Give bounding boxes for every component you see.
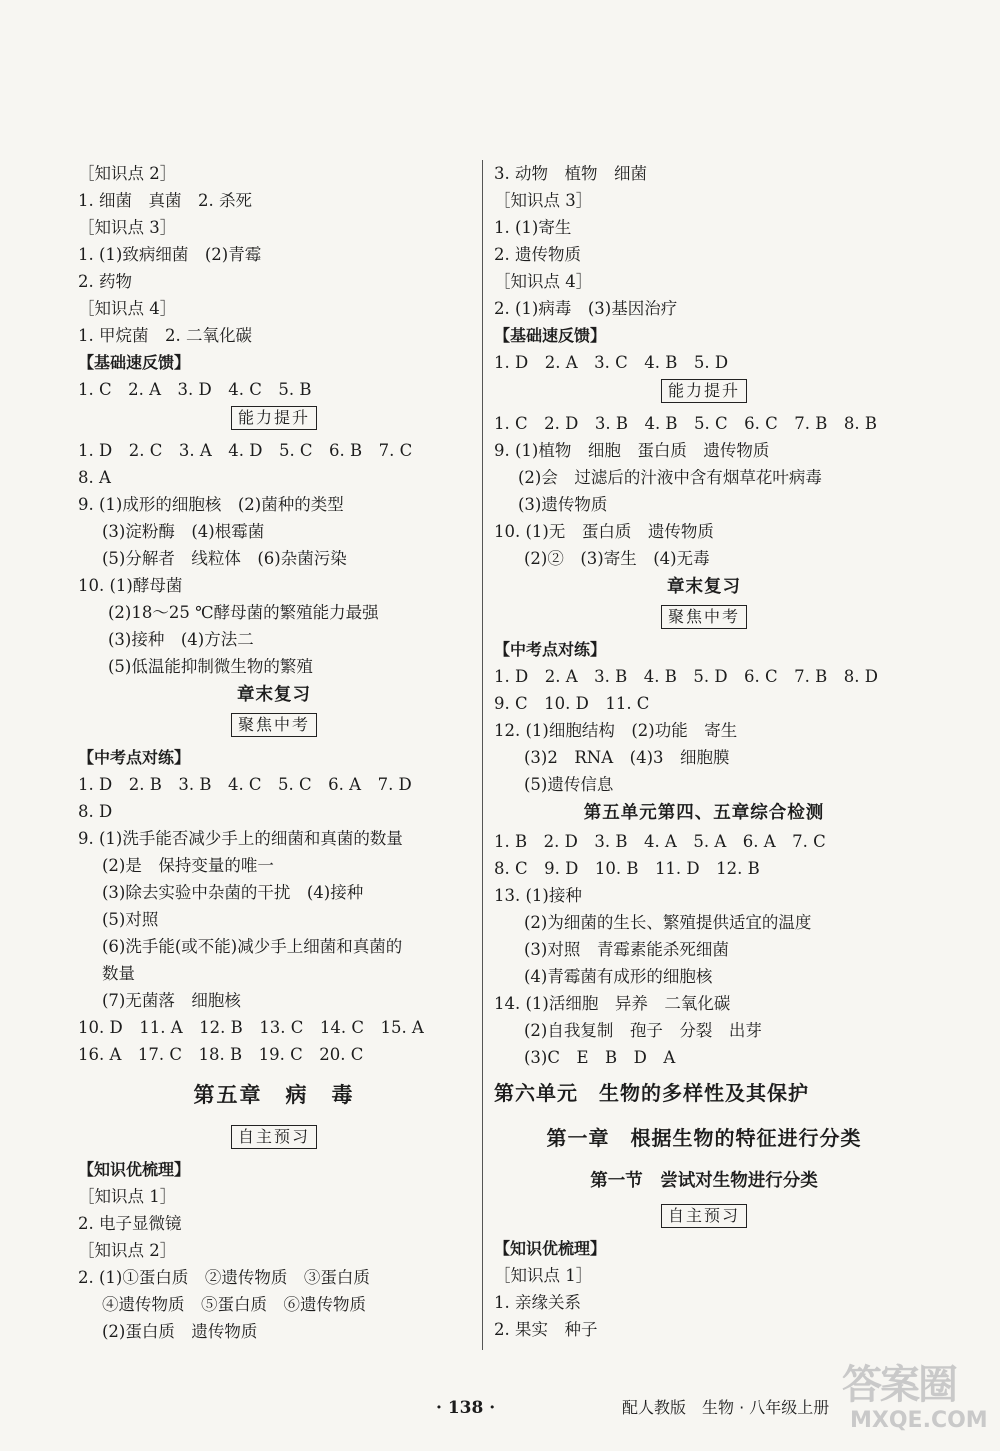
chapter-heading: 第一章 根据生物的特征进行分类 <box>546 1126 862 1150</box>
answer-line: ［知识点 4］ <box>494 272 593 291</box>
answer-line: 1. D 2. A 3. B 4. B 5. D 6. C 7. B 8. D <box>494 667 879 686</box>
answer-line: ［知识点 3］ <box>494 191 593 210</box>
section-box-heading <box>494 602 914 636</box>
answer-line-indented: (2)18～25 ℃酵母菌的繁殖能力最强 <box>108 603 379 622</box>
answer-line: ［知识点 1］ <box>494 1266 593 1285</box>
answer-line-indented: (3)2 RNA (4)3 细胞膜 <box>524 748 730 767</box>
answer-line: 8. C 9. D 10. B 11. D 12. B <box>494 859 760 878</box>
answer-line: 8. D <box>78 802 113 821</box>
answer-line-indented: (5)对照 <box>102 910 159 929</box>
watermark-top: 答案圈 <box>842 1362 956 1408</box>
answer-line: 9. (1)洗手能否减少手上的细菌和真菌的数量 <box>78 829 403 848</box>
section-box-label: 聚焦中考 <box>661 605 747 629</box>
watermark-logo <box>842 1362 992 1442</box>
section-label: 【知识优梳理】 <box>494 1239 607 1258</box>
answer-line: 1. 细菌 真菌 2. 杀死 <box>78 191 252 210</box>
answer-line: 9. C 10. D 11. C <box>494 694 650 713</box>
answer-line: 2. (1)①蛋白质 ②遗传物质 ③蛋白质 <box>78 1268 370 1287</box>
section-label: 【基础速反馈】 <box>78 353 191 372</box>
answer-line: 2. (1)病毒 (3)基因治疗 <box>494 299 678 318</box>
right-column <box>494 160 914 1343</box>
answer-line: 1. 亲缘关系 <box>494 1293 581 1312</box>
unit-heading: 第六单元 生物的多样性及其保护 <box>494 1081 809 1105</box>
answer-line-indented: (2)是 保持变量的唯一 <box>102 856 274 875</box>
answer-line: 2. 遗传物质 <box>494 245 581 264</box>
answer-line-indented: (3)对照 青霉素能杀死细菌 <box>524 940 729 959</box>
answer-line-indented: (3)遗传物质 <box>518 495 608 514</box>
section-heading: 章末复习 <box>667 577 741 597</box>
lesson-heading: 第一节 尝试对生物进行分类 <box>590 1171 818 1191</box>
section-box-label: 自主预习 <box>231 1125 317 1149</box>
answer-line: 1. (1)寄生 <box>494 218 572 237</box>
section-box-label: 聚焦中考 <box>231 713 317 737</box>
answer-line: 1. D 2. A 3. C 4. B 5. D <box>494 353 729 372</box>
section-box-heading <box>78 1122 470 1156</box>
section-box-heading <box>78 403 470 437</box>
section-box-heading <box>78 710 470 744</box>
chapter-heading: 第五章 病 毒 <box>193 1082 355 1107</box>
answer-line: 10. D 11. A 12. B 13. C 14. C 15. A <box>78 1018 424 1037</box>
answer-line-indented: (5)遗传信息 <box>524 775 614 794</box>
answer-line: 1. (1)致病细菌 (2)青霉 <box>78 245 262 264</box>
answer-line-indented: (3)淀粉酶 (4)根霉菌 <box>102 522 265 541</box>
answer-line: 1. C 2. D 3. B 4. B 5. C 6. C 7. B 8. B <box>494 414 878 433</box>
answer-line: 2. 电子显微镜 <box>78 1214 182 1233</box>
answer-line: 1. C 2. A 3. D 4. C 5. B <box>78 380 312 399</box>
answer-line: 14. (1)活细胞 异养 二氧化碳 <box>494 994 731 1013</box>
answer-line: 10. (1)酵母菌 <box>78 576 183 595</box>
section-box-heading <box>494 376 914 410</box>
answer-line-indented: (2)会 过滤后的汁液中含有烟草花叶病毒 <box>518 468 822 487</box>
answer-line: 12. (1)细胞结构 (2)功能 寄生 <box>494 721 738 740</box>
answer-line: 1. D 2. B 3. B 4. C 5. C 6. A 7. D <box>78 775 412 794</box>
watermark-bottom: MXQE.COM <box>850 1408 988 1433</box>
answer-line-indented: (2)自我复制 孢子 分裂 出芽 <box>524 1021 762 1040</box>
section-box-heading <box>494 1201 914 1235</box>
answer-line-indented: (4)青霉菌有成形的细胞核 <box>524 967 713 986</box>
answer-line-indented: (2)蛋白质 遗传物质 <box>102 1322 258 1341</box>
answer-line: 1. D 2. C 3. A 4. D 5. C 6. B 7. C <box>78 441 413 460</box>
answer-line: 10. (1)无 蛋白质 遗传物质 <box>494 522 714 541</box>
section-box-label: 能力提升 <box>231 406 317 430</box>
answer-line-indented: (2)为细菌的生长、繁殖提供适宜的温度 <box>524 913 812 932</box>
answer-line: ［知识点 1］ <box>78 1187 177 1206</box>
answer-line: 16. A 17. C 18. B 19. C 20. C <box>78 1045 364 1064</box>
answer-line: 9. (1)成形的细胞核 (2)菌种的类型 <box>78 495 344 514</box>
edition-label: 配人教版 生物 · 八年级上册 <box>622 1398 830 1417</box>
answer-line: 2. 药物 <box>78 272 132 291</box>
answer-line: 13. (1)接种 <box>494 886 582 905</box>
answer-line-indented: (3)接种 (4)方法二 <box>108 630 254 649</box>
section-label: 【知识优梳理】 <box>78 1160 191 1179</box>
left-column <box>78 160 470 1345</box>
section-label: 【中考点对练】 <box>78 748 191 767</box>
answer-line-indented: 数量 <box>102 964 135 983</box>
section-box-label: 能力提升 <box>661 379 747 403</box>
answer-line: ［知识点 3］ <box>78 218 177 237</box>
answer-line: ［知识点 4］ <box>78 299 177 318</box>
answer-line-indented: (6)洗手能(或不能)减少手上细菌和真菌的 <box>102 937 403 956</box>
answer-line: 2. 果实 种子 <box>494 1320 598 1339</box>
answer-line-indented: (5)分解者 线粒体 (6)杂菌污染 <box>102 549 347 568</box>
answer-line: ［知识点 2］ <box>78 1241 177 1260</box>
answer-line: ［知识点 2］ <box>78 164 177 183</box>
answer-line-indented: (3)除去实验中杂菌的干扰 (4)接种 <box>102 883 364 902</box>
answer-line: 3. 动物 植物 细菌 <box>494 164 647 183</box>
answer-line-indented: (2)② (3)寄生 (4)无毒 <box>524 549 710 568</box>
answer-line: 1. B 2. D 3. B 4. A 5. A 6. A 7. C <box>494 832 826 851</box>
column-divider <box>482 160 483 1350</box>
section-label: 【基础速反馈】 <box>494 326 607 345</box>
answer-line-indented: (7)无菌落 细胞核 <box>102 991 241 1010</box>
section-box-label: 自主预习 <box>661 1204 747 1228</box>
section-label: 【中考点对练】 <box>494 640 607 659</box>
answer-line: 1. 甲烷菌 2. 二氧化碳 <box>78 326 252 345</box>
answer-line-indented: (3)C E B D A <box>524 1048 676 1067</box>
page-number: · 138 · <box>436 1398 496 1418</box>
answer-line: 8. A <box>78 468 111 487</box>
answer-line: 9. (1)植物 细胞 蛋白质 遗传物质 <box>494 441 770 460</box>
section-heading: 章末复习 <box>237 685 311 705</box>
section-heading: 第五单元第四、五章综合检测 <box>583 803 825 823</box>
answer-line-indented: (5)低温能抑制微生物的繁殖 <box>108 657 313 676</box>
answer-line-indented: ④遗传物质 ⑤蛋白质 ⑥遗传物质 <box>102 1295 366 1314</box>
